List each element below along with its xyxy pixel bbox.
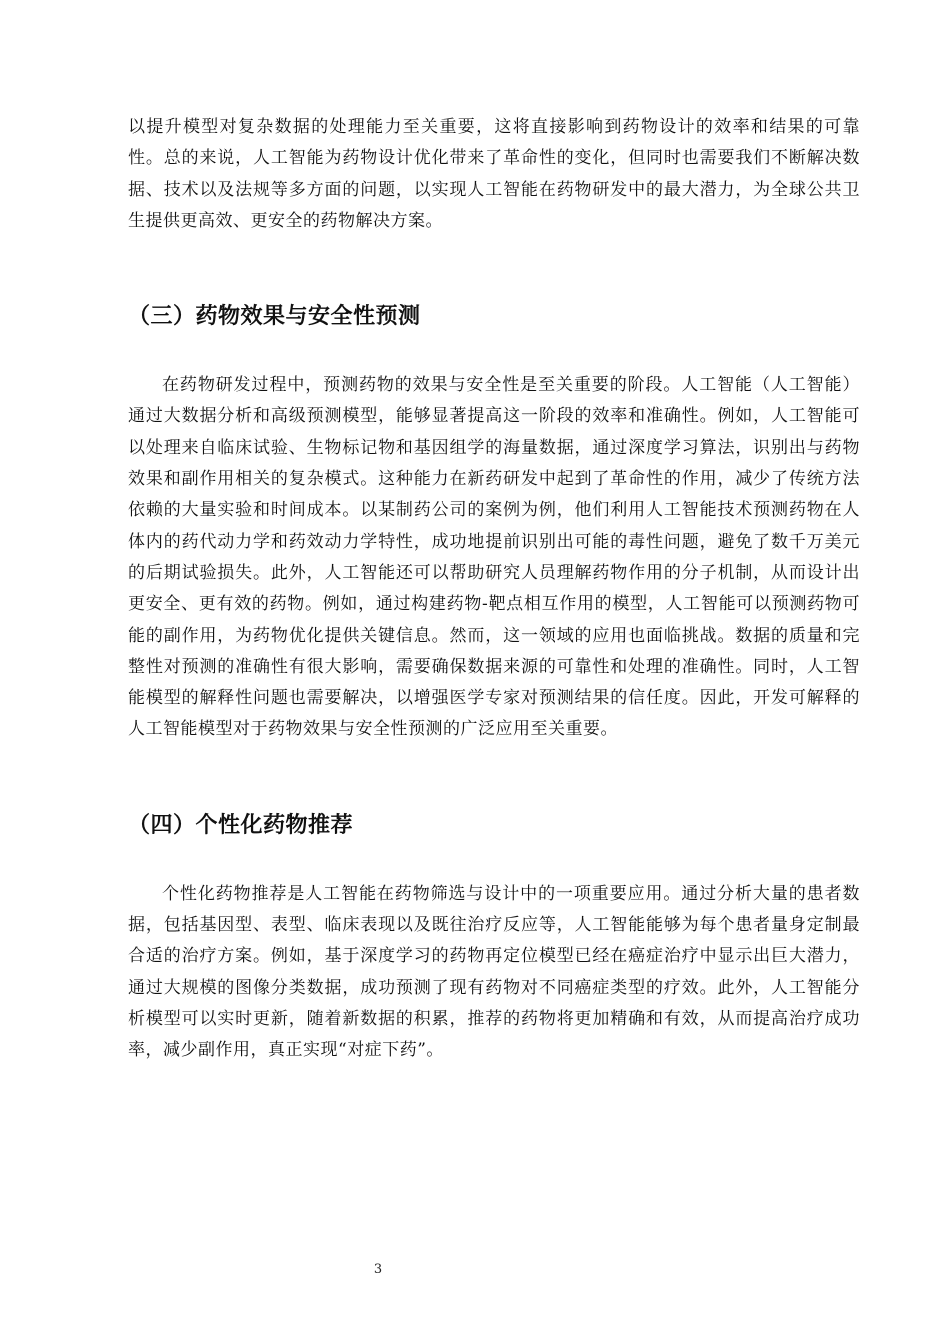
section-4-heading: （四）个性化药物推荐 bbox=[128, 812, 354, 838]
section-3-paragraph: 在药物研发过程中，预测药物的效果与安全性是至关重要的阶段。人工智能（人工智能）通过大数据分析和高级预测模型，能够显著提高这一阶段的效率和准确性。例如，人工智能可以处理来自临床试验、生物标记物和基因组学的海量数据，通过深度学习算法，识别出与药物效果和副作用相关的复杂模式。这种能力在新药研发中起到了革命性的作用，减少了传统方法依赖的大量实验和时间成本。以某制药公司的案例为例，他们利用人工智能技术预测药物在人体内的药代动力学和药效动力学特性，成功地提前识别出可能的毒性问题，避免了数千万美元的后期试验损失。此外，人工智能还可以帮助研究人员理解药物作用的分子机制，从而设计出更安全、更有效的药物。例如，通过构建药物-靶点相互作用的模型，人工智能可以预测药物可能的副作用，为药物优化提供关键信息。然而，这一领域的应用也面临挑战。数据的质量和完整性对预测的准确性有很大影响，需要确保数据来源的可靠性和处理的准确性。同时，人工智能模型的解释性问题也需要解决，以增强医学专家对预测结果的信任度。因此，开发可解释的人工智能模型对于药物效果与安全性预测的广泛应用至关重要。 bbox=[128, 375, 860, 740]
intro-paragraph: 以提升模型对复杂数据的处理能力至关重要，这将直接影响到药物设计的效率和结果的可靠性。总的来说，人工智能为药物设计优化带来了革命性的变化，但同时也需要我们不断解决数据、技术以及法规等多方面的问题，以实现人工智能在药物研发中的最大潜力，为全球公共卫生提供更高效、更安全的药物解决方案。 bbox=[128, 117, 860, 231]
document-body bbox=[128, 112, 860, 1067]
section-3-heading: （三）药物效果与安全性预测 bbox=[128, 304, 421, 330]
section-4-paragraph: 个性化药物推荐是人工智能在药物筛选与设计中的一项重要应用。通过分析大量的患者数据，包括基因型、表型、临床表现以及既往治疗反应等，人工智能能够为每个患者量身定制最合适的治疗方案。例如，基于深度学习的药物再定位模型已经在癌症治疗中显示出巨大潜力，通过大规模的图像分类数据，成功预测了现有药物对不同癌症类型的疗效。此外，人工智能分析模型可以实时更新，随着新数据的积累，推荐的药物将更加精确和有效，从而提高治疗成功率，减少副作用，真正实现“对症下药”。 bbox=[128, 883, 860, 1061]
page-number: 3 bbox=[373, 1262, 383, 1277]
